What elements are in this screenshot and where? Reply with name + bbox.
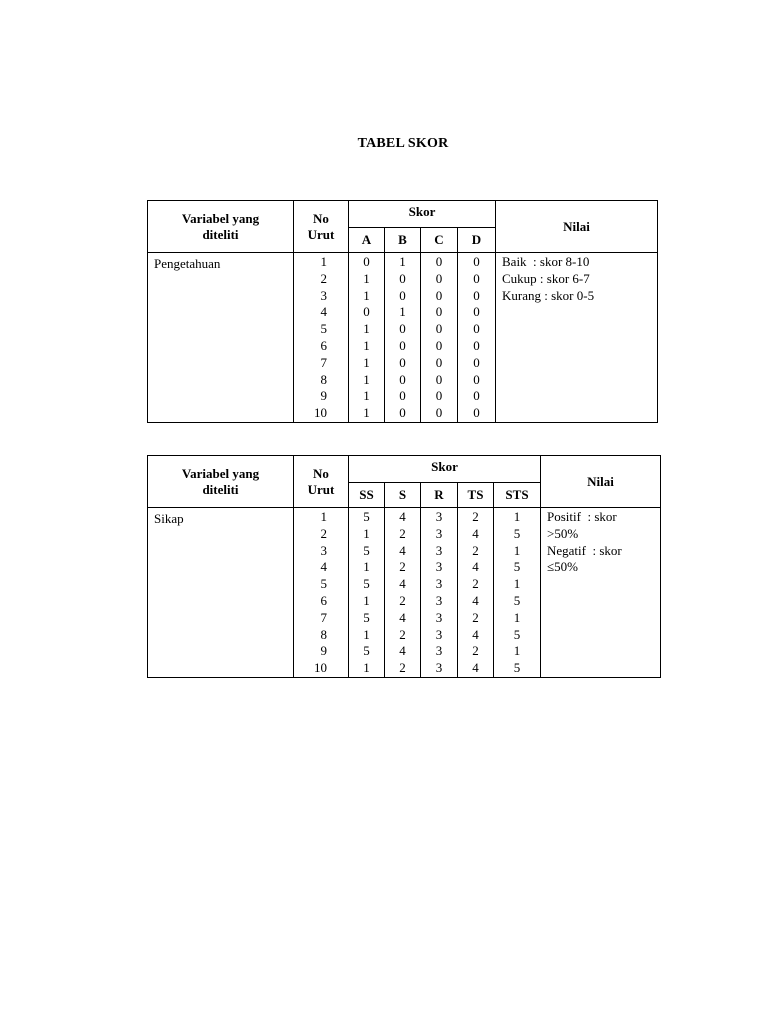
score-value: 2 bbox=[399, 626, 406, 642]
list-item: 10 bbox=[314, 660, 327, 676]
score-value: 0 bbox=[435, 337, 443, 353]
score-value: 0 bbox=[473, 270, 480, 286]
no-urut-column bbox=[294, 253, 349, 423]
score-value: 2 bbox=[472, 576, 479, 592]
header-nilai: Nilai bbox=[541, 456, 661, 508]
score-value: 0 bbox=[473, 337, 480, 353]
list-item: 6 bbox=[320, 337, 327, 353]
list-item: 2 bbox=[320, 525, 327, 541]
score-value: 0 bbox=[473, 354, 480, 370]
score-value: 5 bbox=[363, 576, 370, 592]
score-value: 4 bbox=[399, 509, 406, 524]
score-value: 2 bbox=[472, 509, 479, 524]
score-value: 1 bbox=[513, 609, 521, 625]
score-value: 0 bbox=[473, 287, 480, 303]
score-value: 0 bbox=[399, 388, 406, 404]
score-value: 0 bbox=[399, 337, 406, 353]
score-column-b bbox=[385, 253, 421, 423]
score-value: 5 bbox=[363, 542, 370, 558]
score-value: 0 bbox=[473, 304, 480, 320]
score-value: 5 bbox=[513, 525, 521, 541]
score-value: 2 bbox=[472, 643, 479, 659]
score-value: 0 bbox=[435, 254, 443, 269]
score-value: 3 bbox=[435, 643, 443, 659]
list-item: 3 bbox=[320, 542, 327, 558]
score-value: 4 bbox=[472, 660, 479, 676]
score-value: 1 bbox=[363, 371, 370, 387]
score-value: 0 bbox=[435, 304, 443, 320]
list-item: 5 bbox=[320, 576, 327, 592]
list-item: 3 bbox=[320, 287, 327, 303]
score-value: 0 bbox=[473, 254, 480, 269]
score-value: 3 bbox=[435, 542, 443, 558]
score-column-ts bbox=[458, 508, 494, 678]
score-value: 5 bbox=[513, 559, 521, 575]
header-variable: Variabel yang diteliti bbox=[148, 456, 294, 508]
score-column-s bbox=[385, 508, 421, 678]
score-value: 0 bbox=[399, 321, 406, 337]
score-value: 4 bbox=[472, 626, 479, 642]
list-item: 5 bbox=[320, 321, 327, 337]
score-value: 3 bbox=[435, 559, 443, 575]
header-option-r: R bbox=[421, 483, 458, 508]
header-option-ss: SS bbox=[349, 483, 385, 508]
page-title: TABEL SKOR bbox=[357, 136, 449, 151]
score-column-ss bbox=[349, 508, 385, 678]
score-column-a bbox=[349, 253, 385, 423]
variable-name: Sikap bbox=[148, 508, 294, 678]
score-value: 3 bbox=[435, 626, 443, 642]
score-value: 1 bbox=[363, 337, 370, 353]
score-table-pengetahuan bbox=[147, 200, 658, 423]
list-item: 4 bbox=[320, 559, 327, 575]
header-option-sts: STS bbox=[494, 483, 541, 508]
score-column-c bbox=[421, 253, 458, 423]
score-value: 2 bbox=[472, 542, 479, 558]
score-value: 0 bbox=[363, 254, 370, 269]
list-item: Baik : skor 8-10 bbox=[502, 254, 590, 269]
score-value: 4 bbox=[472, 559, 479, 575]
score-value: 0 bbox=[473, 321, 480, 337]
list-item: 2 bbox=[320, 270, 327, 286]
nilai-description bbox=[496, 253, 658, 423]
score-value: 3 bbox=[435, 525, 443, 541]
score-value: 0 bbox=[435, 405, 443, 421]
score-value: 1 bbox=[363, 592, 370, 608]
score-value: 0 bbox=[399, 287, 406, 303]
score-value: 3 bbox=[435, 576, 443, 592]
score-value: 5 bbox=[513, 626, 521, 642]
score-value: 3 bbox=[435, 592, 443, 608]
score-value: 0 bbox=[363, 304, 370, 320]
score-value: 3 bbox=[435, 509, 443, 524]
header-option-a: A bbox=[349, 228, 385, 253]
score-value: 1 bbox=[363, 405, 370, 421]
header-option-s: S bbox=[385, 483, 421, 508]
header-skor: Skor bbox=[349, 456, 541, 483]
score-value: 0 bbox=[435, 287, 443, 303]
list-item: 8 bbox=[320, 371, 327, 387]
score-value: 1 bbox=[363, 321, 370, 337]
list-item: 1 bbox=[320, 509, 327, 524]
score-value: 0 bbox=[399, 405, 406, 421]
header-no-urut: No Urut bbox=[294, 201, 349, 253]
score-value: 0 bbox=[435, 321, 443, 337]
score-value: 0 bbox=[435, 371, 443, 387]
variable-name: Pengetahuan bbox=[148, 253, 294, 423]
score-value: 4 bbox=[399, 609, 406, 625]
score-value: 1 bbox=[363, 660, 370, 676]
score-value: 4 bbox=[399, 643, 406, 659]
score-value: 1 bbox=[399, 304, 406, 320]
score-value: 2 bbox=[399, 660, 406, 676]
score-column-d bbox=[458, 253, 496, 423]
score-value: 1 bbox=[513, 576, 521, 592]
score-value: 4 bbox=[472, 592, 479, 608]
no-urut-column bbox=[294, 508, 349, 678]
list-item: 7 bbox=[320, 609, 327, 625]
list-item: 9 bbox=[320, 388, 327, 404]
score-value: 4 bbox=[472, 525, 479, 541]
nilai-description bbox=[541, 508, 661, 678]
score-value: 2 bbox=[399, 559, 406, 575]
score-value: 1 bbox=[363, 287, 370, 303]
header-variable: Variabel yang diteliti bbox=[148, 201, 294, 253]
score-value: 1 bbox=[363, 626, 370, 642]
score-column-r bbox=[421, 508, 458, 678]
header-option-c: C bbox=[421, 228, 458, 253]
header-skor: Skor bbox=[349, 201, 496, 228]
score-value: 0 bbox=[399, 371, 406, 387]
score-value: 1 bbox=[363, 270, 370, 286]
score-value: 1 bbox=[399, 254, 406, 269]
header-option-ts: TS bbox=[458, 483, 494, 508]
list-item: >50% bbox=[547, 525, 579, 541]
score-value: 1 bbox=[513, 643, 521, 659]
score-value: 0 bbox=[473, 371, 480, 387]
score-value: 0 bbox=[473, 388, 480, 404]
list-item: Cukup : skor 6-7 bbox=[502, 270, 590, 286]
score-value: 1 bbox=[363, 559, 370, 575]
score-value: 0 bbox=[399, 354, 406, 370]
score-value: 5 bbox=[363, 509, 370, 524]
score-value: 5 bbox=[513, 592, 521, 608]
header-no-urut: No Urut bbox=[294, 456, 349, 508]
header-option-d: D bbox=[458, 228, 496, 253]
score-column-sts bbox=[494, 508, 541, 678]
score-value: 5 bbox=[363, 643, 370, 659]
score-value: 0 bbox=[435, 388, 443, 404]
score-table-sikap bbox=[147, 455, 661, 678]
score-value: 2 bbox=[399, 592, 406, 608]
list-item: 6 bbox=[320, 592, 327, 608]
list-item: Negatif : skor bbox=[547, 542, 622, 558]
list-item: 7 bbox=[320, 354, 327, 370]
score-value: 2 bbox=[399, 525, 406, 541]
score-value: 5 bbox=[363, 609, 370, 625]
score-value: 1 bbox=[513, 542, 521, 558]
list-item: 9 bbox=[320, 643, 327, 659]
score-value: 4 bbox=[399, 576, 406, 592]
score-value: 4 bbox=[399, 542, 406, 558]
score-value: 3 bbox=[435, 660, 443, 676]
header-option-b: B bbox=[385, 228, 421, 253]
score-value: 1 bbox=[513, 509, 521, 524]
score-value: 5 bbox=[513, 660, 521, 676]
score-value: 2 bbox=[472, 609, 479, 625]
score-value: 0 bbox=[473, 405, 480, 421]
score-value: 0 bbox=[435, 354, 443, 370]
score-value: 0 bbox=[435, 270, 443, 286]
list-item: 1 bbox=[320, 254, 327, 269]
score-value: 1 bbox=[363, 388, 370, 404]
score-value: 0 bbox=[399, 270, 406, 286]
list-item: ≤50% bbox=[547, 559, 578, 575]
score-value: 1 bbox=[363, 525, 370, 541]
list-item: Positif : skor bbox=[547, 509, 617, 524]
list-item: 8 bbox=[320, 626, 327, 642]
list-item: 4 bbox=[320, 304, 327, 320]
header-nilai: Nilai bbox=[496, 201, 658, 253]
score-value: 1 bbox=[363, 354, 370, 370]
list-item: Kurang : skor 0-5 bbox=[502, 287, 595, 303]
score-value: 3 bbox=[435, 609, 443, 625]
list-item: 10 bbox=[314, 405, 327, 421]
